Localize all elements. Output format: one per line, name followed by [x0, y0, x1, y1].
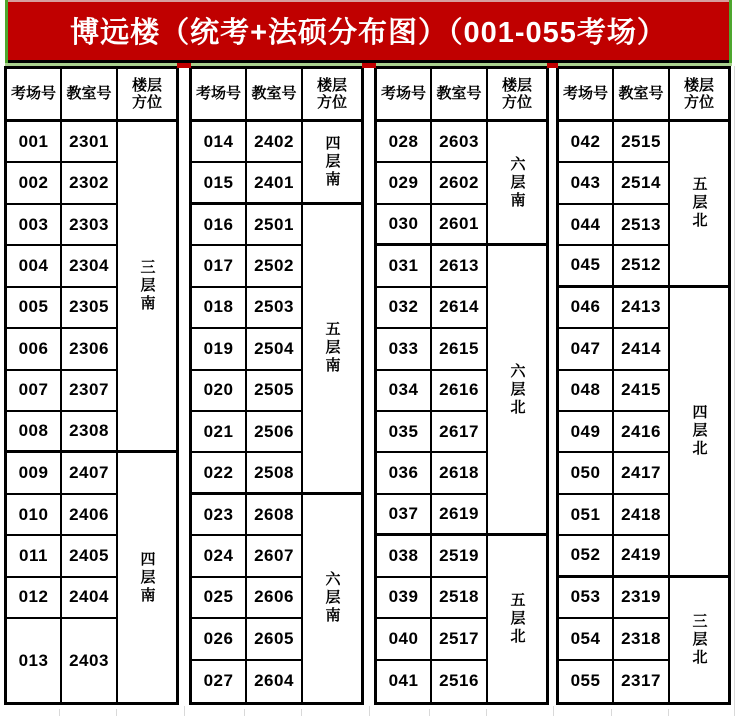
room-no-cell: 2504: [247, 329, 303, 370]
exam-no-cell: 027: [192, 661, 247, 702]
exam-no-cell: 003: [7, 205, 62, 246]
exam-no-cell: 015: [192, 163, 247, 204]
exam-no-cell: 013: [7, 619, 62, 702]
room-no-cell: 2515: [614, 122, 670, 163]
floor-label: 五层北: [508, 592, 526, 647]
exam-no-cell: 011: [7, 536, 62, 577]
floor-pos-header: [670, 69, 728, 122]
room-no-cell: 2417: [614, 453, 670, 494]
exam-no-cell: 047: [559, 329, 614, 370]
room-no-cell: 2415: [614, 371, 670, 412]
room-no-cell: 2305: [62, 288, 118, 329]
floor-cell: [670, 122, 728, 288]
room-no-cell: 2608: [247, 495, 303, 536]
banner-gap-notch: [177, 63, 191, 68]
exam-no-cell: 043: [559, 163, 614, 204]
gridline-stub: [486, 709, 487, 716]
floor-cell: [303, 205, 361, 495]
room-no-cell: 2619: [432, 495, 488, 536]
room-no-cell: 2413: [614, 288, 670, 329]
room-no-cell: 2508: [247, 453, 303, 494]
room-no-cell: 2402: [247, 122, 303, 163]
exam-no-cell: 039: [377, 578, 432, 619]
floor-label: 六层北: [508, 362, 526, 417]
gridline-stub: [553, 706, 554, 716]
floor-pos-header: [488, 69, 546, 122]
room-no-cell: 2503: [247, 288, 303, 329]
floor-pos-header-label: 楼层方位: [316, 76, 347, 111]
room-no-cell: 2517: [432, 619, 488, 660]
room-no-header: 教室号: [614, 69, 670, 122]
table-group-2: [189, 66, 364, 705]
room-no-cell: 2519: [432, 536, 488, 577]
exam-no-cell: 042: [559, 122, 614, 163]
exam-no-cell: 034: [377, 371, 432, 412]
exam-no-cell: 023: [192, 495, 247, 536]
exam-no-cell: 053: [559, 578, 614, 619]
room-no-header: 教室号: [432, 69, 488, 122]
gridline-stub: [611, 709, 612, 716]
exam-no-cell: 044: [559, 205, 614, 246]
room-no-cell: 2301: [62, 122, 118, 163]
sheet-green-edge-right: [729, 0, 732, 65]
floor-label: 五层南: [323, 321, 341, 376]
page-title: 博远楼（统考+法硕分布图）（001-055考场）: [70, 16, 667, 49]
room-no-cell: 2613: [432, 246, 488, 287]
exam-no-cell: 004: [7, 246, 62, 287]
floor-label: 三层北: [690, 612, 708, 667]
room-no-cell: 2404: [62, 578, 118, 619]
exam-no-cell: 001: [7, 122, 62, 163]
room-no-cell: 2606: [247, 578, 303, 619]
exam-no-cell: 024: [192, 536, 247, 577]
exam-no-cell: 009: [7, 453, 62, 494]
exam-no-cell: 018: [192, 288, 247, 329]
room-no-cell: 2418: [614, 495, 670, 536]
room-no-cell: 2302: [62, 163, 118, 204]
floor-label: 五层北: [690, 176, 708, 231]
room-no-cell: 2308: [62, 412, 118, 453]
floor-pos-header: [303, 69, 361, 122]
room-no-cell: 2319: [614, 578, 670, 619]
gridline-stub: [244, 709, 245, 716]
room-no-cell: 2403: [62, 619, 118, 702]
gridline-stub: [59, 709, 60, 716]
exam-no-cell: 029: [377, 163, 432, 204]
floor-cell: [488, 536, 546, 702]
room-no-cell: 2506: [247, 412, 303, 453]
exam-no-cell: 022: [192, 453, 247, 494]
table-group-3: [374, 66, 549, 705]
exam-no-cell: 046: [559, 288, 614, 329]
floor-label: 六层南: [508, 155, 526, 210]
room-no-cell: 2616: [432, 371, 488, 412]
exam-no-cell: 017: [192, 246, 247, 287]
floor-cell: [303, 495, 361, 702]
room-no-cell: 2618: [432, 453, 488, 494]
banner-gap-notch: [547, 63, 558, 68]
room-no-cell: 2405: [62, 536, 118, 577]
room-no-cell: 2617: [432, 412, 488, 453]
floor-cell: [488, 122, 546, 246]
exam-no-cell: 008: [7, 412, 62, 453]
room-no-cell: 2318: [614, 619, 670, 660]
exam-no-header: 考场号: [377, 69, 432, 122]
room-no-cell: 2615: [432, 329, 488, 370]
floor-cell: [670, 578, 728, 702]
exam-no-cell: 020: [192, 371, 247, 412]
room-no-cell: 2304: [62, 246, 118, 287]
room-no-cell: 2614: [432, 288, 488, 329]
exam-no-cell: 032: [377, 288, 432, 329]
floor-label: 三层南: [138, 259, 156, 314]
exam-no-cell: 055: [559, 661, 614, 702]
exam-no-cell: 019: [192, 329, 247, 370]
room-no-cell: 2307: [62, 371, 118, 412]
room-no-cell: 2512: [614, 246, 670, 287]
floor-cell: [118, 453, 176, 702]
exam-no-cell: 052: [559, 536, 614, 577]
room-no-cell: 2401: [247, 163, 303, 204]
exam-no-cell: 026: [192, 619, 247, 660]
exam-no-cell: 012: [7, 578, 62, 619]
room-no-cell: 2514: [614, 163, 670, 204]
room-no-header: 教室号: [62, 69, 118, 122]
exam-no-cell: 050: [559, 453, 614, 494]
floor-label: 四层北: [690, 404, 708, 459]
exam-no-cell: 006: [7, 329, 62, 370]
room-no-cell: 2516: [432, 661, 488, 702]
exam-no-cell: 014: [192, 122, 247, 163]
floor-pos-header-label: 楼层方位: [131, 76, 162, 111]
room-no-cell: 2607: [247, 536, 303, 577]
floor-cell: [118, 122, 176, 453]
gridline-stub: [668, 709, 669, 716]
gridline-stub: [301, 709, 302, 716]
exam-no-cell: 048: [559, 371, 614, 412]
room-no-cell: 2505: [247, 371, 303, 412]
exam-no-cell: 037: [377, 495, 432, 536]
gridline-stub: [429, 709, 430, 716]
room-no-header: 教室号: [247, 69, 303, 122]
room-no-cell: 2317: [614, 661, 670, 702]
exam-no-header: 考场号: [559, 69, 614, 122]
exam-no-cell: 035: [377, 412, 432, 453]
exam-no-cell: 045: [559, 246, 614, 287]
room-no-cell: 2513: [614, 205, 670, 246]
floor-cell: [670, 288, 728, 578]
gridline-stub: [116, 709, 117, 716]
floor-cell: [303, 122, 361, 205]
room-no-cell: 2602: [432, 163, 488, 204]
gridline-right-margin: [734, 66, 735, 716]
room-no-cell: 2407: [62, 453, 118, 494]
exam-no-cell: 038: [377, 536, 432, 577]
room-no-cell: 2603: [432, 122, 488, 163]
exam-no-cell: 007: [7, 371, 62, 412]
exam-no-cell: 016: [192, 205, 247, 246]
exam-no-header: 考场号: [7, 69, 62, 122]
title-banner: [8, 0, 729, 63]
floor-label: 四层南: [323, 134, 341, 189]
exam-no-header: 考场号: [192, 69, 247, 122]
exam-no-cell: 002: [7, 163, 62, 204]
floor-pos-header: [118, 69, 176, 122]
floor-pos-header-label: 楼层方位: [683, 76, 714, 111]
exam-no-cell: 031: [377, 246, 432, 287]
banner-gap-notch: [362, 63, 376, 68]
floor-pos-header-label: 楼层方位: [501, 76, 532, 111]
exam-no-cell: 054: [559, 619, 614, 660]
room-no-cell: 2406: [62, 495, 118, 536]
exam-no-cell: 005: [7, 288, 62, 329]
room-no-cell: 2303: [62, 205, 118, 246]
floor-label: 六层南: [323, 571, 341, 626]
room-no-cell: 2419: [614, 536, 670, 577]
exam-no-cell: 041: [377, 661, 432, 702]
exam-no-cell: 025: [192, 578, 247, 619]
exam-no-cell: 010: [7, 495, 62, 536]
room-no-cell: 2605: [247, 619, 303, 660]
exam-no-cell: 049: [559, 412, 614, 453]
gridline-stub: [369, 706, 370, 716]
room-no-cell: 2604: [247, 661, 303, 702]
room-no-cell: 2414: [614, 329, 670, 370]
exam-no-cell: 036: [377, 453, 432, 494]
floor-cell: [488, 246, 546, 536]
gridline-stub: [184, 706, 185, 716]
room-no-cell: 2416: [614, 412, 670, 453]
exam-no-cell: 028: [377, 122, 432, 163]
table-group-4: [556, 66, 731, 705]
room-no-cell: 2306: [62, 329, 118, 370]
floor-label: 四层南: [138, 550, 156, 605]
table-group-1: [4, 66, 179, 705]
exam-no-cell: 051: [559, 495, 614, 536]
room-no-cell: 2501: [247, 205, 303, 246]
room-no-cell: 2518: [432, 578, 488, 619]
exam-no-cell: 033: [377, 329, 432, 370]
room-no-cell: 2502: [247, 246, 303, 287]
exam-no-cell: 040: [377, 619, 432, 660]
exam-no-cell: 030: [377, 205, 432, 246]
room-no-cell: 2601: [432, 205, 488, 246]
exam-no-cell: 021: [192, 412, 247, 453]
